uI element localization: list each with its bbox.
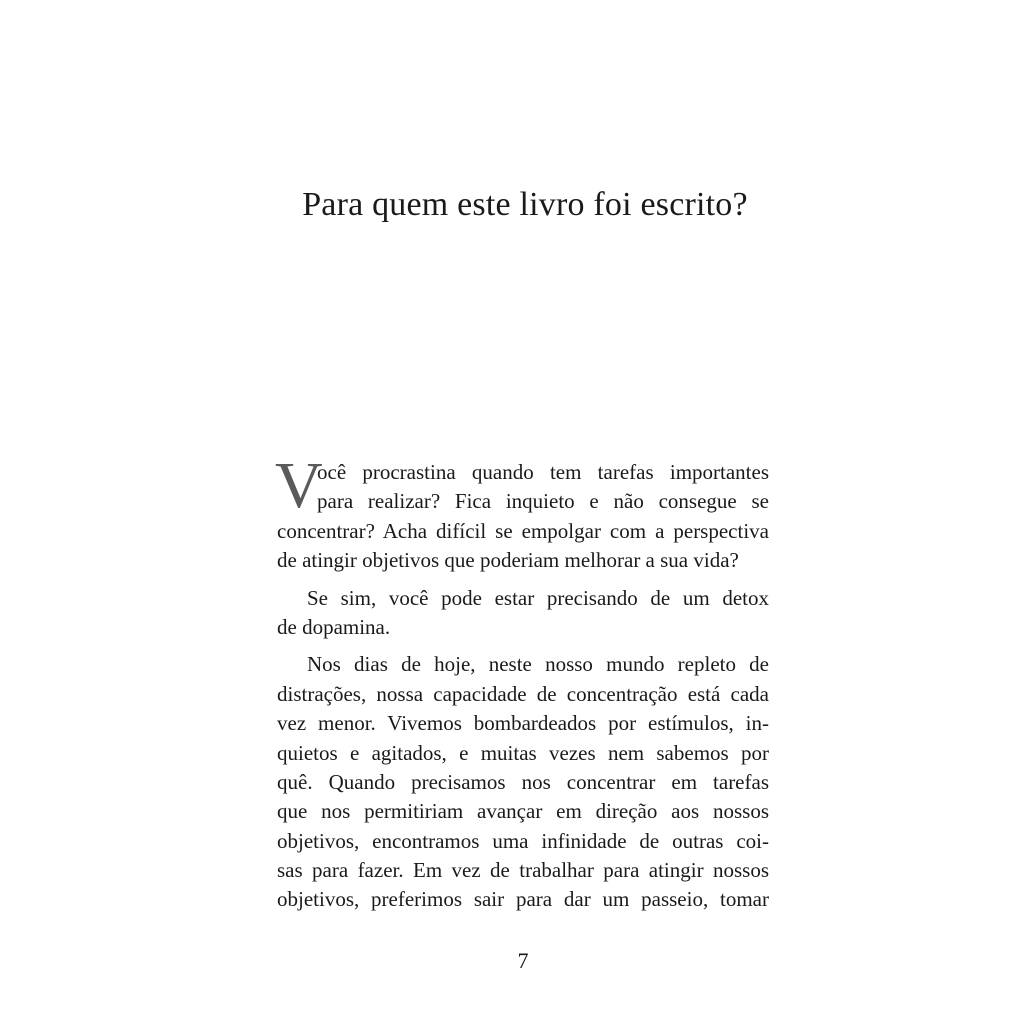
text-line: objetivos, encontramos uma infinidade de outras coi-: [277, 828, 769, 853]
paragraph-1: [275, 449, 769, 576]
paragraph-3: [277, 650, 769, 915]
text-line: Nos dias de hoje, neste nosso mundo repleto de: [307, 652, 769, 677]
text-line: concentrar? Acha difícil se empolgar com a perspectiva: [277, 518, 769, 543]
text-line: distrações, nossa capacidade de concentração está cada: [277, 681, 769, 706]
text-line: Se sim, você pode estar precisando de um detox: [307, 585, 769, 610]
text-line: objetivos, preferimos sair para dar um passeio, tomar: [277, 887, 769, 912]
text-line: para realizar? Fica inquieto e não consegue se: [317, 489, 769, 514]
text-line: de dopamina.: [277, 614, 391, 639]
chapter-title: Para quem este livro foi escrito?: [302, 186, 748, 223]
text-line: vez menor. Vivemos bombardeados por estímulos, in-: [277, 711, 769, 736]
text-line: ocê procrastina quando tem tarefas importantes: [317, 460, 769, 484]
text-line: que nos permitiriam avançar em direção aos nossos: [277, 799, 769, 824]
text-line: sas para fazer. Em vez de trabalhar para atingir nossos: [277, 858, 769, 883]
text-line: quê. Quando precisamos nos concentrar em tarefas: [277, 769, 769, 794]
page-number: 7: [517, 948, 529, 973]
paragraph-2: [277, 584, 769, 643]
text-line: de atingir objetivos que poderiam melhorar a sua vida?: [277, 548, 739, 573]
text-line: quietos e agitados, e muitas vezes nem sabemos por: [277, 740, 769, 765]
body-text: [275, 449, 769, 915]
drop-cap: V: [275, 449, 323, 522]
